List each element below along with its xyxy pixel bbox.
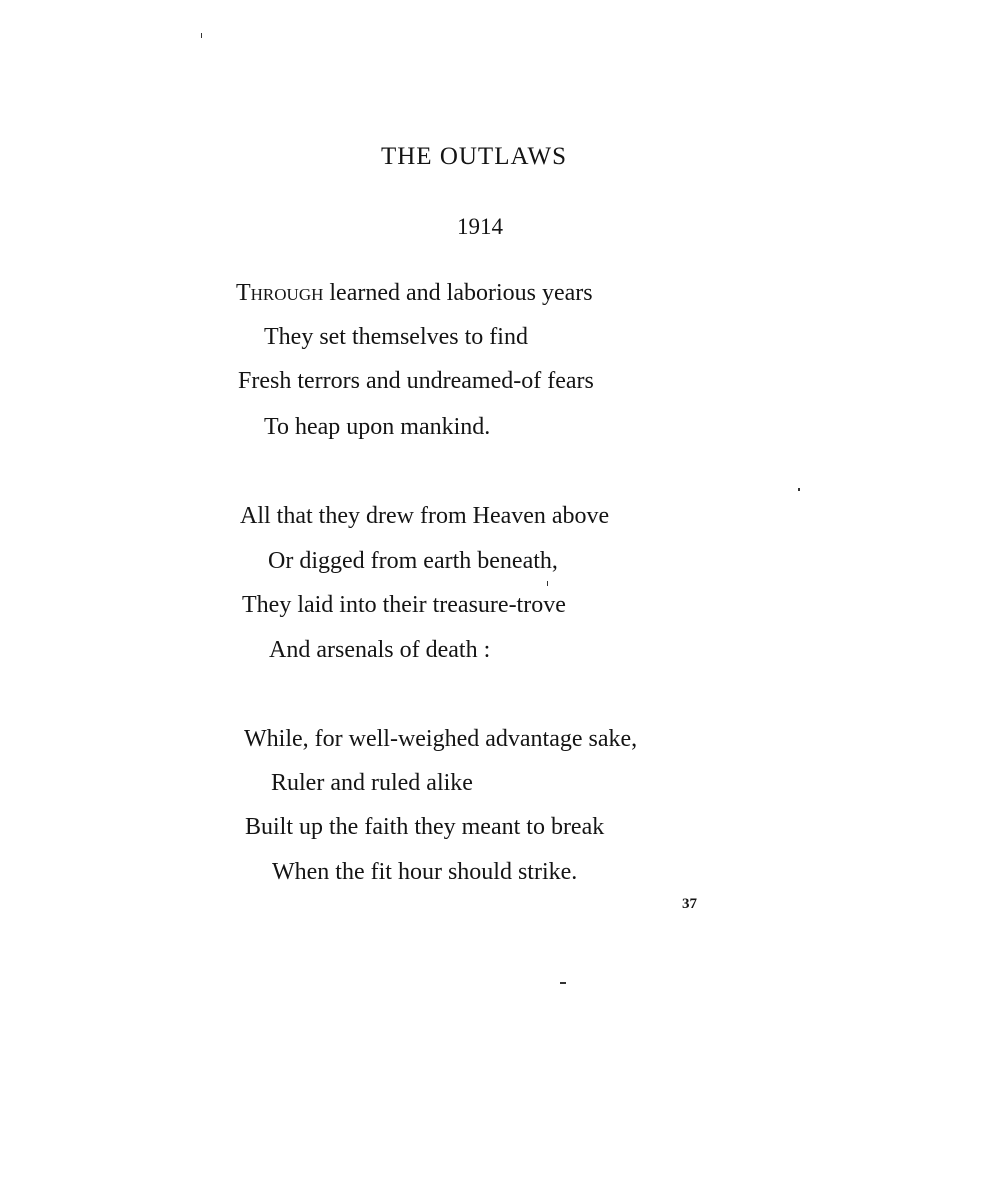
poem-line: They set themselves to find (264, 324, 528, 350)
scan-speck (201, 33, 202, 38)
poem-line: Ruler and ruled alike (271, 770, 473, 796)
poem-line: To heap upon mankind. (264, 414, 491, 440)
poem-line: Or digged from earth beneath, (268, 548, 558, 574)
page-number: 37 (682, 896, 697, 912)
scan-speck (560, 982, 566, 984)
line-text: learned and laborious years (323, 280, 593, 306)
scan-speck (547, 581, 548, 586)
drop-word: Through (236, 280, 324, 306)
poem-line (236, 280, 593, 307)
poem-title: THE OUTLAWS (380, 143, 568, 170)
poem-year: 1914 (457, 214, 503, 239)
scan-speck (798, 488, 800, 491)
poem-line: They laid into their treasure-trove (242, 592, 566, 618)
poem-line: And arsenals of death : (269, 637, 491, 663)
poem-line: When the fit hour should strike. (272, 859, 578, 885)
poem-line: Built up the faith they meant to break (245, 814, 605, 840)
poem-line: While, for well-weighed advantage sake, (244, 726, 638, 752)
poem-line: All that they drew from Heaven above (240, 503, 610, 529)
poem-line: Fresh terrors and undreamed-of fears (238, 368, 594, 394)
